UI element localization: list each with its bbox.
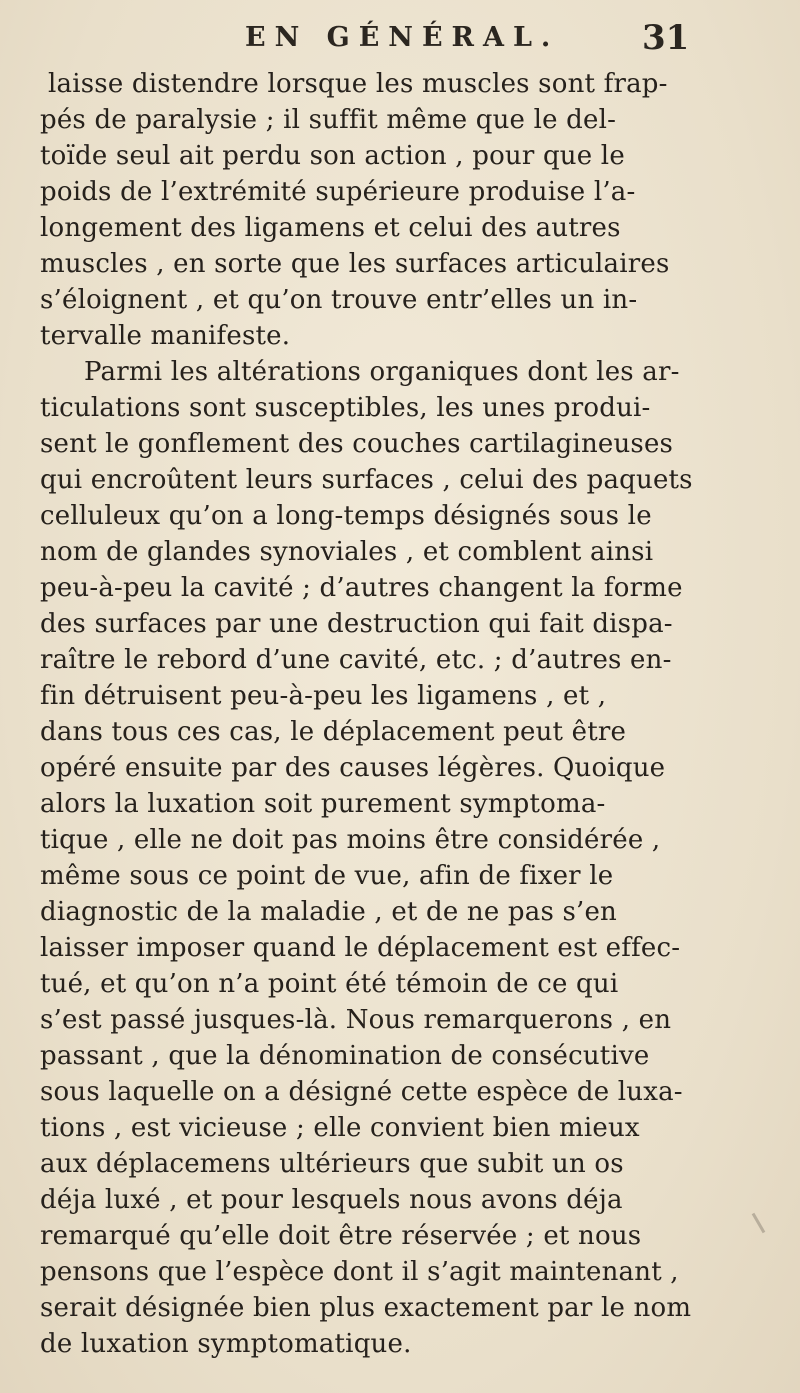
text-line: raître le rebord d’une cavité, etc. ; d’autres en- xyxy=(40,645,672,675)
text-line: serait désignée bien plus exactement par le nom xyxy=(40,1293,692,1323)
text-line: nom de glandes synoviales , et comblent ainsi xyxy=(40,537,654,567)
text-line: sent le gonflement des couches cartilagineuses xyxy=(40,429,674,459)
paper-mark xyxy=(752,1213,766,1234)
running-head xyxy=(0,14,800,60)
text-line: tervalle manifeste. xyxy=(40,321,291,351)
text-line: pensons que l’espèce dont il s’agit maintenant , xyxy=(40,1257,679,1287)
text-line: opéré ensuite par des causes légères. Quoique xyxy=(40,753,666,783)
text-line: aux déplacemens ultérieurs que subit un os xyxy=(40,1149,624,1179)
text-line: remarqué qu’elle doit être réservée ; et nous xyxy=(40,1221,642,1251)
text-line: diagnostic de la maladie , et de ne pas s’en xyxy=(40,897,618,927)
text-line: fin détruisent peu-à-peu les ligamens , et , xyxy=(40,681,607,711)
text-line: des surfaces par une destruction qui fait dispa- xyxy=(40,609,673,639)
text-line: poids de l’extrémité supérieure produise l’a- xyxy=(40,177,636,207)
text-line: toïde seul ait perdu son action , pour que le xyxy=(40,141,625,171)
text-line: laisse distendre lorsque les muscles sont frap- xyxy=(48,69,668,99)
text-line: sous laquelle on a désigné cette espèce de luxa- xyxy=(40,1077,683,1107)
text-line: s’éloignent , et qu’on trouve entr’elles un in- xyxy=(40,285,638,315)
text-line: ticulations sont susceptibles, les unes produi- xyxy=(40,393,651,423)
text-line: tué, et qu’on n’a point été témoin de ce qui xyxy=(40,969,619,999)
text-line: de luxation symptomatique. xyxy=(40,1329,412,1359)
text-line: peu-à-peu la cavité ; d’autres changent la forme xyxy=(40,573,683,603)
text-line: celluleux qu’on a long-temps désignés sous le xyxy=(40,501,652,531)
text-line: passant , que la dénomination de consécutive xyxy=(40,1041,650,1071)
text-line: longement des ligamens et celui des autres xyxy=(40,213,621,243)
text-line: dans tous ces cas, le déplacement peut être xyxy=(40,717,627,747)
text-line: tique , elle ne doit pas moins être considérée , xyxy=(40,825,661,855)
page-number: 31 xyxy=(642,18,690,58)
text-line: Parmi les altérations organiques dont les ar- xyxy=(84,357,680,387)
text-line: qui encroûtent leurs surfaces , celui des paquets xyxy=(40,465,693,495)
text-line: laisser imposer quand le déplacement est effec- xyxy=(40,933,681,963)
text-line: déja luxé , et pour lesquels nous avons déja xyxy=(40,1185,623,1215)
text-line: s’est passé jusques-là. Nous remarquerons , en xyxy=(40,1005,672,1035)
text-line: même sous ce point de vue, afin de fixer le xyxy=(40,861,614,891)
text-line: muscles , en sorte que les surfaces articulaires xyxy=(40,249,670,279)
text-line: tions , est vicieuse ; elle convient bien mieux xyxy=(40,1113,640,1143)
running-head-title: EN GÉNÉRAL. xyxy=(245,22,560,53)
text-line: alors la luxation soit purement symptoma- xyxy=(40,789,606,819)
text-line: pés de paralysie ; il suffit même que le del- xyxy=(40,105,617,135)
